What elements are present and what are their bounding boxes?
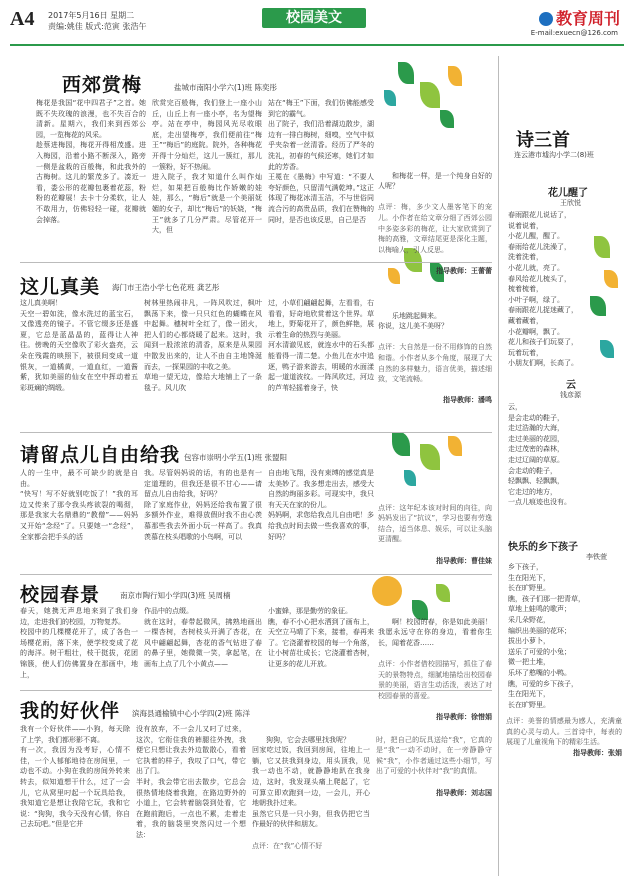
poem-line: 小花儿就，亮了。 <box>508 263 564 272</box>
poem-line: 走过浩瀚的大海， <box>508 424 564 433</box>
poem-title: 花儿醒了 <box>548 188 588 199</box>
poem-line: 生在阳光下， <box>508 573 550 582</box>
article-column: 梅花是我国“花中四君子”之首。她既不失玫瑰的浪漫，也不失百合的清新。星期六，我们来到西郊公园，一览梅花的风采。 趁蔡进梅园，梅花开得相茂盛。进入梅园，沿着小路不断深入，路旁一侧是盆栽的百般梅，和此我外的古梅树。这儿的繁茂多了。凑近一看，娄公形的花瓣包裹着花蕊，粉粉的花瓣展！去卡十分柔软，让人不敢用力，仿佛轻轻一碰，花瓣就会掉落。 <box>36 99 146 224</box>
poem-line: 玩着玩着， <box>508 348 543 357</box>
article-column: 作品中的点缀。 就在这时，春带起微风，拂熟地画出一棵杏树，杏树枝头开满了杏花，在风中翩翩起舞，杏花的香气钻进了春的鼻子里，她微微一笑，拿起笔，在画布上点了几个小黄点—— <box>144 607 262 668</box>
poem-line: 春雨跟花儿说话了， <box>508 211 571 219</box>
issue-meta <box>48 10 146 32</box>
article-byline-beautiful: 海门市王浩小学七色花班 龚艺彤 <box>112 283 220 292</box>
logo-text: 教育周刊 <box>555 11 620 28</box>
sidebar-title: 诗三首 <box>516 130 570 151</box>
poem-line: 小叶子啊，绿了。 <box>508 295 564 304</box>
poem-line: 草地上蛙鸣的歌声； <box>508 605 571 614</box>
article-title-plum: 西郊赏梅 <box>62 74 143 96</box>
article-teacher: 指导教师：潘鸣 <box>443 396 492 405</box>
poem-body <box>508 562 620 710</box>
poem-title: 云 <box>566 380 576 391</box>
article-column: 我。尽管妈妈说的话，有的也是有一定道理的，但我还是很不甘心——请留点儿自由给我，好吗？ 除了家庭作业，妈妈还给我布置了很多额外作业，难得放假时我不由心羡慕那些我去外面小玩一样高了。我真羡慕在枝头唱歌的小鸟啊，可以 <box>144 469 262 541</box>
article-teacher: 指导教师：刘志国 <box>436 788 492 797</box>
article-column: 春天，她携无声息地来到了我们身边，走进我们的校园，万物复苏。 校园中的几棵樱花开了，成了各色一场樱花雨，落下来，使学校变成了花的海洋。树干粗壮，枝干挺拔，花团锦簇，使人们仿佛置身在那画中，地上， <box>20 607 138 679</box>
poem-line: 云， <box>508 403 522 411</box>
sun-decoration <box>372 576 402 606</box>
poem-line: 走过辽阔的草原。 <box>508 455 564 464</box>
editor-credits: 责编:姚佳 版式:范寅 张浩午 <box>48 22 147 31</box>
contact-email: E-mail:exuecn@126.com <box>530 29 618 37</box>
poem-line: 乐坏了憨嘴的小鸭。 <box>508 668 571 677</box>
article-byline-companion: 滨海县通榆镇中心小学四(2)班 陈洋 <box>132 709 251 718</box>
poem-line: 长在旷野里。 <box>508 700 550 709</box>
article-column: 我有一个好伙伴——小狗，每天除了上学，我们都形影不离。 有一次，我因为没考好，心情不佳，一个人郁郁地待在房间里，一动也不动。小狗在我的房间外转来转去，似知道想干什么，过了一会儿，它从窝里叼起一个玩具给我，我知道它是想让我陪它玩，我和它说：“狗狗，我今天没有心情，你自己去玩吧。”但是它并 <box>20 725 130 829</box>
article-column: 没有放弃，不一会儿又叼了过来，这次，它衔住我的裤腿往外拽，我便它只想让我去外边散散心，看着它执着的样子，我叹了口气，带它出了门。 半时，我会带它出去散步，它总会很热情地绕着我跑，在路边野外的小道上，它会转着脑袋到处看，它在跑前跑后，一点也不累，走着走着，我的脑袋里突然闪过一个想法： <box>136 725 246 839</box>
poem-line: 洗着洗着， <box>508 253 543 262</box>
article-tail-block <box>378 300 492 430</box>
section-divider <box>20 432 492 433</box>
article-column <box>252 724 370 874</box>
section-divider <box>20 690 492 691</box>
article-byline-freedom: 包容市崇明小学五(1)班 张盟阳 <box>184 453 288 462</box>
article-column: 过，小草们翩翩起舞，左看看，右看看，好奇地欣赏着这个世界。草地上，野菊花开了，颜色鲜艳，展示着生命的热烈与美丽。 河水清澈见底，就连水中的石头都能看得一清二楚。小鱼儿在水中追逐，鸭子游来游去，明暖的水面漾起一道道波纹。一阵风吹过，河边的芦苇轻摇着身子，快 <box>268 299 374 392</box>
section-divider <box>20 574 492 575</box>
leaf-decoration <box>436 584 450 602</box>
article-column: 站在“梅王”下面，我们仿佛能感受到它的霸气。 出了院子，我们沿着湖边散步，湖边有一排白梅树，细嗅，空气中似乎夹杂着一丝清香。经历了严冬的洗礼，初春的气候还寒，她们才如此的芳香。 王冕在《墨梅》中写道：“不要人夸好颜色，只留清气满乾坤。”这正体现了梅花冰清玉洁，不与世俗同流合污的高贵品质，我们在赞梅的同时，是否也该反思，自己是否 <box>268 99 374 224</box>
article-teacher: 指导教师：王蕾蕾 <box>436 266 492 275</box>
poem-line: 乡下孩子， <box>508 563 543 571</box>
sidebar-comment-block <box>506 716 622 776</box>
leaf-decoration <box>392 432 410 456</box>
leaf-decoration <box>384 90 396 106</box>
article-byline-spring: 南京市陶行知小学四(3)班 吴周楠 <box>120 591 231 600</box>
article-tail-block <box>376 724 492 874</box>
poem-author: 李铁萱 <box>586 553 607 561</box>
poem-line: 采几朵野花， <box>508 615 550 624</box>
poem-line: 梳着梳着， <box>508 285 543 294</box>
sidebar-school: 连云港市墟沟小学二(8)班 <box>514 151 594 159</box>
leaf-decoration <box>440 110 454 128</box>
article-column: 自由地飞翔，没有束缚的感觉真是太美妙了。我多想走出去，感受大自然的绚丽多彩。可现实中，我只有天天在家的份儿。 妈妈啊，求您给我点儿自由吧！多给我点时间去做一些我喜欢的事，好吗？ <box>268 469 374 541</box>
article-column: 欣赏完百般梅，我们登上一座小山丘，山丘上有一座小亭，名为望梅亭。站在亭中，梅园风光尽收眼底，走出望梅亭，我们便前往“梅王”“梅后”的庭院。院外，各种梅花开得十分灿烂，这儿一簇红，那儿一簇粉，好不热闹。 进入院子，我才知道什么叫作灿烂，如果把百般梅比作娇嫩的娃娃，那么，“梅后”就是一个美丽妩媚的女子，却比“梅后”的妖娆，“梅王”就多了几分严肃。尽管花开一大，但 <box>152 99 262 235</box>
poem-line: 一点儿痕迹也没有。 <box>508 498 571 507</box>
poem-line: 轻飘飘、轻飘飘， <box>508 477 564 486</box>
poem-title: 快乐的乡下孩子 <box>508 542 578 553</box>
poem-line: 春雨跟花儿捉迷藏了， <box>508 306 578 315</box>
poem-line: 小花瓣啊，飘了。 <box>508 327 564 336</box>
article-comment: 点评：大自然是一份不用修饰的自然和谐。小作者从多个角度，展现了大自然的多样魅力，语言优美，描述细致，文笔流畅。 <box>378 343 492 384</box>
poem-line: 小花儿醒，醒了。 <box>508 232 564 241</box>
poem-line: 会走动的鞋子， <box>508 466 557 475</box>
article-byline-plum: 盐城市南阳小学六(1)班 陈奕彤 <box>174 83 278 92</box>
masthead-logo <box>539 6 620 29</box>
article-title-freedom: 请留点儿自由给我 <box>20 444 181 466</box>
section-divider <box>20 262 492 263</box>
poem-body <box>508 402 618 508</box>
poem-line: 微一把土堆， <box>508 658 550 667</box>
poem-line: 生在阳光下， <box>508 690 550 699</box>
poem-line: 藏着藏着， <box>508 316 543 325</box>
article-column: 树林里热闹非凡，一阵风吹过，枫叶飘荡下来，像一只只红色的蝴蝶在风中起舞。穗树叶全红了，像一团火，把人们的心都烧暖了起来。这时，我闻到一股浓浓的清香，原来是从果园中散发出来的，让人不由自主地馋涎而去，一探果园的丰收之美。 草地一望无边，像给大地铺上了一条毯子。风儿吹 <box>144 299 262 392</box>
article-comment: 点评：梅，多少文人墨客笔下的宠儿。小作者在给文章分细了西郊公园中多姿多彩的梅花，让大家欣赏到了梅的高雅，文章结尾更是深化主题，以梅喻人，引人反思。 <box>378 203 492 254</box>
leaf-decoration <box>420 82 440 108</box>
poem-line: 春雨给花儿洗澡了， <box>508 242 571 251</box>
poem-line: 编织出美丽的花环； <box>508 626 571 635</box>
poem-line: 是会走动的鞋子， <box>508 413 564 422</box>
article-title-spring: 校园春景 <box>20 584 101 606</box>
poem-line: 瞧，可爱的乡下孩子， <box>508 679 578 688</box>
article-teacher: 指导教师：曹佳妹 <box>436 556 492 565</box>
poem-line: 它走过的地方， <box>508 487 557 496</box>
poem-body <box>508 210 618 369</box>
article-comment: 点评：在“我”心情不好 <box>252 841 323 850</box>
article-tail-block <box>378 606 492 721</box>
poem-author: 王欣悦 <box>560 199 581 207</box>
article-paragraph: 狗狗，它会去哪里找我呢？ 回家吃过饭，我回到房间，往地上一躺，它又扶我到身边，用头顶我，见我一动也不动，就静静地趴在我身边，这时，我发现头痛上爬起了，它可算立即欢跑到一边，一会儿，开心地朝我扑过来。 虽然它只是一只小狗，但我仍把它当作最好的伙伴和朋友。 <box>252 735 370 829</box>
poem-line: 说着说着， <box>508 221 543 230</box>
globe-icon <box>539 12 553 26</box>
section-banner: 校园美文 <box>262 8 366 28</box>
poem-line: 小朋友们啊，长高了。 <box>508 359 578 368</box>
article-comment: 点评：这年纪本该对时间的向往，向妈妈发出了“抗议”，学习也要有劳逸结合，适当体息、娱乐，可以让头脑更清醒。 <box>378 503 492 544</box>
article-column: 这儿真美啊！ 天空一碧如洗，像水洗过的蓝宝石，又像透亮的镜子。不管它缀多还是盛夏，它总是蓝晶晶的，蓝得让人神往。傍晚的天空像吹了彩火盎亮，云朵在残霞的映照下，被很间变成一道银灰，一道橘黄，一道血红，一道酱紫，犹如美丽的仙女在空中挥动着五彩斑斓的绸缎。 <box>20 299 138 392</box>
page-number: A4 <box>10 8 35 30</box>
sidebar-comment: 点评：美誉的情感最为感人，充满童真的心灵与动人。三首诗中，每表的展现了儿童视角下的精彩生活。 <box>506 717 622 747</box>
poem-line: 走过茂密的森林， <box>508 445 564 454</box>
article-tail-block <box>378 160 492 275</box>
sidebar-divider <box>498 56 499 876</box>
article-column: 人的一生中，最不可缺少的就是自由。 “快写！写不好就别吃饭了！”我的耳边又传来了那令我头疼欲裂的喝彻，那是我家大名鼎鼎的“教僧”——妈妈又开始“念经”了。只要她一“念经”，全家都会把手头的活 <box>20 469 138 541</box>
article-tail: 乐地跳起舞来。 你说，这儿美不美呀？ <box>378 311 448 331</box>
poem-line: 花儿和孩子们玩耍了， <box>508 338 578 347</box>
poem-line: 送乐了可爱的小兔； <box>508 647 571 656</box>
poem-line: 瞧，孩子们那一把青草， <box>508 594 585 603</box>
article-tail-block <box>378 492 492 572</box>
leaf-decoration <box>448 66 462 86</box>
article-column: 小蜜蜂，那是勤劳的象征。 瞧，春不小心把水洒到了画布上，天空立马晴了下来，接着，春再来了。它浇灌着校园的每一个角落，让小树苗壮成长；它浇灌着杏树，让更多的花儿开放。 <box>268 607 374 668</box>
article-title-companion: 我的好伙伴 <box>20 700 121 722</box>
page-header <box>10 6 624 48</box>
article-teacher: 指导教师：徐惜娟 <box>436 712 492 721</box>
article-title-beautiful: 这儿真美 <box>20 276 101 298</box>
poem-line: 拔出小萝卜， <box>508 637 550 646</box>
sidebar-teacher: 指导教师：张娟 <box>573 748 622 757</box>
header-rule <box>10 44 624 46</box>
article-comment: 点评：小作者借校园描写，抓住了春天的景物特点，细腻地描绘出校园春景的美丽，语言生动活泼，表达了对校园春景的喜爱。 <box>378 659 492 700</box>
poem-line: 春风给花儿梳头了， <box>508 274 571 283</box>
article-comment-cont: 时，把自己的玩具送给“我”，它真的是“我”一动不动时，在一旁静静守候“我”，小作者通过这些小细节，写出了可爱的小伙伴对“我”的真情。 <box>376 735 492 776</box>
issue-date: 2017年5月16日 星期二 <box>48 11 135 20</box>
leaf-decoration <box>420 444 440 470</box>
article-tail: 啊！校园的春，你是如此美丽！我愿永远守在你的身边，看着你生长，闻着花香…… <box>378 617 492 647</box>
article-tail: 和梅花一样，是一个纯身自好的人呢？ <box>378 171 492 191</box>
poem-line: 走过美丽的花园， <box>508 434 564 443</box>
leaf-decoration <box>448 436 462 456</box>
poem-line: 长在旷野里。 <box>508 584 550 593</box>
leaf-decoration <box>404 470 416 486</box>
leaf-decoration <box>398 62 414 84</box>
poem-author: 钱彦源 <box>560 391 581 399</box>
